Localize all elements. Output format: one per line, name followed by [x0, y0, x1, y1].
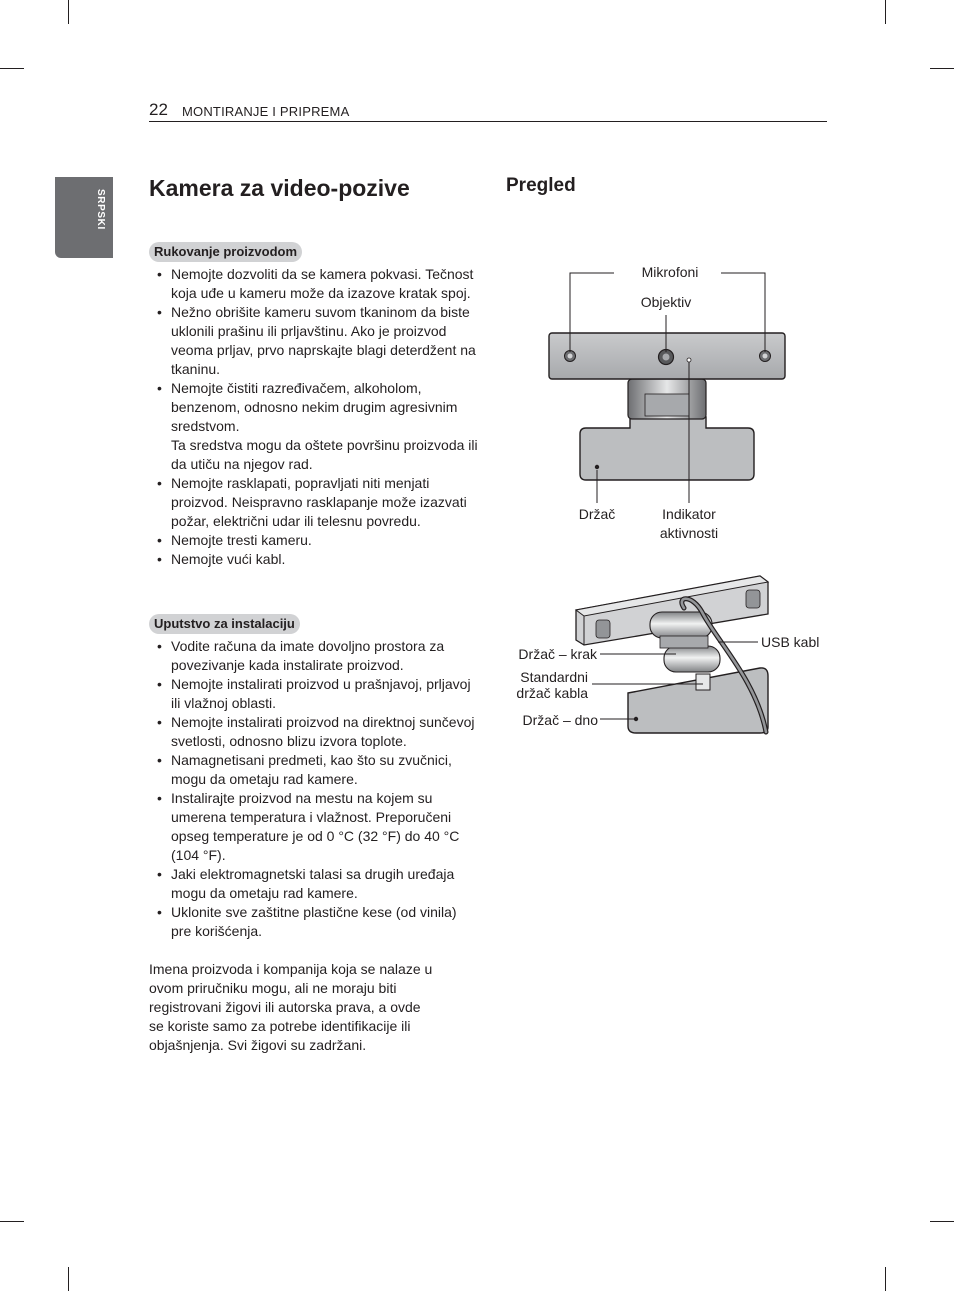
list-item: • Nežno obrišite kameru suvom tkaninom da biste uklonili prašinu ili prljavštinu. Ako je proizvod veoma prljav, prvo naprskajte blagi deterdžent na tkaninu. [155, 303, 480, 379]
list-item: • Instalirajte proizvod na mestu na kojem su umerena temperatura i vlažnost. Preporučeni opseg temperature je od 0 °C (32 °F) do 40 °C (104 °F). [155, 789, 480, 865]
label-cable-holder: Standardni [520, 669, 588, 685]
page-title: Kamera za video-pozive [149, 175, 410, 201]
page-number: 22 [149, 100, 168, 119]
installation-heading: Uputstvo za instalaciju [149, 614, 300, 634]
camera-front-view [549, 264, 785, 541]
label-holder-base: Držač – dno [522, 712, 598, 728]
list-item: • Vodite računa da imate dovoljno prostora za povezivanje kada instalirate proizvod. [155, 637, 480, 675]
trademark-note: Imena proizvoda i kompanija koja se nalaze u ovom priručniku mogu, ali ne moraju biti registrovani žigovi ili autorska prava, a ovde se koriste samo za potrebe identifikacije ili objašnjenja. Svi žigovi su zadržani. [149, 961, 433, 1053]
list-item: • Uklonite sve zaštitne plastične kese (od vinila) pre korišćenja. [155, 903, 480, 941]
overview-title: Pregled [506, 175, 576, 196]
list-item: • Nemojte vući kabl. [155, 550, 480, 569]
activity-indicator [687, 358, 691, 362]
vent-right [746, 590, 760, 608]
list-item: • Jaki elektromagnetski talasi sa drugih uređaja mogu da ometaju rad kamere. [155, 865, 480, 903]
list-item-continuation: Ta sredstva mogu da oštete površinu proizvoda ili da utiču na njegov rad. [171, 437, 478, 472]
label-usb-cable: USB kabl [761, 634, 820, 650]
list-item: • Namagnetisani predmeti, kao što su zvučnici, mogu da ometaju rad kamere. [155, 751, 480, 789]
cable-holder-clip [696, 674, 710, 690]
list-item: • Nemojte tresti kameru. [155, 531, 480, 550]
holder-plate [580, 417, 754, 480]
handling-heading: Rukovanje proizvodom [149, 242, 302, 262]
hinge-inner [645, 394, 689, 416]
microphone-right-center [763, 354, 768, 359]
language-tab-label: SRPSKI [95, 189, 106, 230]
label-holder: Držač [578, 506, 616, 522]
arm-cylinder-bottom [664, 646, 720, 672]
lens-center [663, 354, 670, 361]
label-activity-indicator: aktivnosti [659, 525, 719, 541]
arm-joint [660, 636, 708, 648]
label-activity-indicator: Indikator [662, 506, 716, 522]
holder-dot [595, 465, 599, 469]
camera-back-view [516, 576, 819, 733]
list-item: • Nemojte instalirati proizvod u prašnjavoj, prljavoj ili vlažnoj oblasti. [155, 675, 480, 713]
list-item: • Nemojte rasklapati, popravljati niti menjati proizvod. Neispravno rasklapanje može izazvati požar, električni udar ili telesnu povredu. [155, 474, 480, 531]
label-microphones: Mikrofoni [641, 264, 699, 280]
vent-left [596, 620, 610, 638]
list-item: • Nemojte čistiti razređivačem, alkoholom, benzenom, odnosno nekim drugim agresivnim sredstvom. [155, 379, 480, 436]
microphone-left-center [568, 354, 573, 359]
label-holder-arm: Držač – krak [518, 646, 597, 662]
section-title: MONTIRANJE I PRIPREMA [182, 104, 350, 119]
label-cable-holder: držač kabla [516, 685, 588, 701]
list-item: • Nemojte dozvoliti da se kamera pokvasi. Tečnost koja uđe u kameru može da izazove kratak spoj. [155, 265, 480, 303]
label-lens: Objektiv [640, 294, 692, 310]
list-item: • Nemojte instalirati proizvod na direktnoj sunčevoj svetlosti, odnosno blizu izvora toplote. [155, 713, 480, 751]
